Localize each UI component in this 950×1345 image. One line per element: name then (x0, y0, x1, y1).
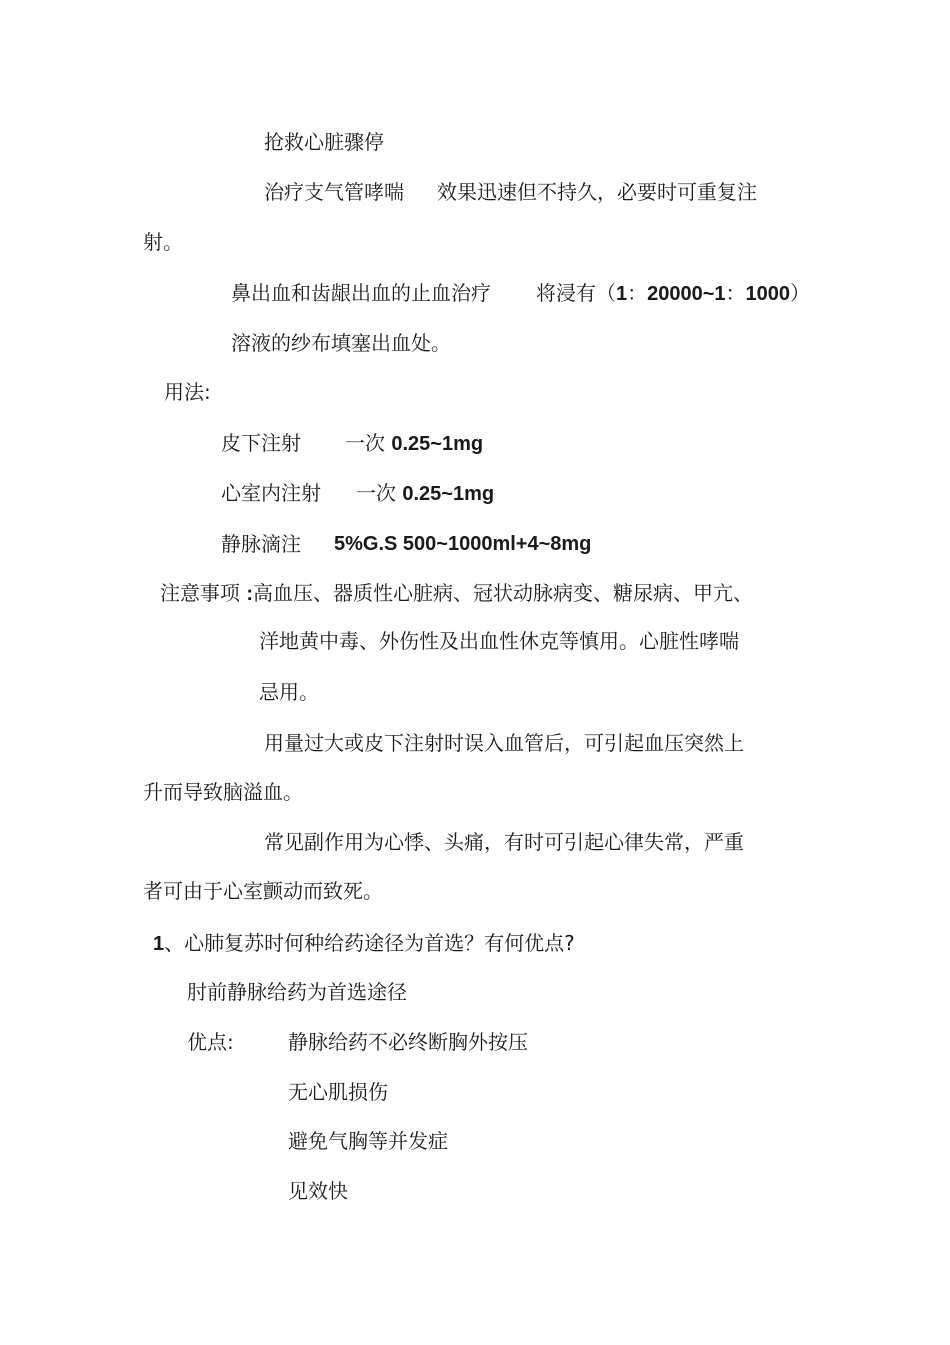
overdose-line-2: 升而导致脑溢血。 (143, 780, 303, 804)
advantages-label: 优点: (187, 1030, 234, 1054)
precautions-label: 注意事项 (160, 581, 240, 605)
indication-cardiac-arrest: 抢救心脏骤停 (264, 130, 384, 154)
dose-iv-drip: 5%G.S 500~1000ml+4~8mg (334, 533, 592, 555)
dose-subcutaneous (345, 430, 483, 457)
bleeding-ratio-colon-1: ： (627, 281, 648, 305)
precautions-line-3: 忌用。 (259, 680, 319, 704)
route-iv-drip: 静脉滴注 (221, 532, 301, 556)
side-effects-line-1: 常见副作用为心悸、头痛，有时可引起心律失常，严重 (264, 830, 744, 854)
question-heading (153, 930, 575, 957)
bleeding-ratio-part-1: 1 (616, 283, 628, 305)
bleeding-method-continued: 溶液的纱布填塞出血处。 (231, 331, 451, 355)
precautions-line-2: 洋地黄中毒、外伤性及出血性休克等慎用。心脏性哮喘 (259, 629, 739, 653)
bleeding-method-text: 将浸有（ (536, 281, 616, 305)
bleeding-ratio-part-3: 1000 (745, 283, 791, 305)
dose-value: 0.25~1mg (402, 483, 495, 505)
question-text: 、心肺复苏时何种给药途径为首选？有何优点? (164, 931, 575, 955)
question-number: 1 (153, 933, 165, 955)
bleeding-ratio-part-2: 20000~1 (647, 283, 726, 305)
side-effects-line-2: 者可由于心室颤动而致死。 (143, 879, 383, 903)
dose-value: 0.25~1mg (391, 433, 484, 455)
bleeding-ratio-colon-2: ： (725, 281, 746, 305)
precautions-line-1 (160, 580, 753, 607)
precautions-colon: : (246, 583, 254, 605)
overdose-line-1: 用量过大或皮下注射时误入血管后，可引起血压突然上 (264, 731, 744, 755)
advantage-item: 无心肌损伤 (288, 1080, 388, 1104)
indication-bleeding: 鼻出血和齿龈出血的止血治疗 (231, 281, 491, 305)
route-intracardiac: 心室内注射 (221, 481, 321, 505)
advantage-item: 见效快 (288, 1179, 348, 1203)
asthma-note-continued: 射。 (143, 230, 183, 254)
usage-heading: 用法: (164, 380, 211, 404)
indication-asthma: 治疗支气管哮喘 (264, 180, 404, 204)
bleeding-ratio-close: ） (790, 281, 811, 305)
asthma-note: 效果迅速但不持久，必要时可重复注 (437, 180, 757, 204)
advantage-item: 避免气胸等并发症 (288, 1129, 448, 1153)
route-subcutaneous: 皮下注射 (221, 431, 301, 455)
dose-prefix: 一次 (356, 481, 396, 505)
precautions-text: 高血压、器质性心脏病、冠状动脉病变、糖尿病、甲亢、 (253, 581, 754, 605)
dose-prefix: 一次 (345, 431, 385, 455)
bleeding-method (536, 280, 810, 307)
answer-line: 肘前静脉给药为首选途径 (187, 980, 407, 1004)
advantage-item: 静脉给药不必终断胸外按压 (288, 1030, 528, 1054)
dose-intracardiac (356, 480, 494, 507)
